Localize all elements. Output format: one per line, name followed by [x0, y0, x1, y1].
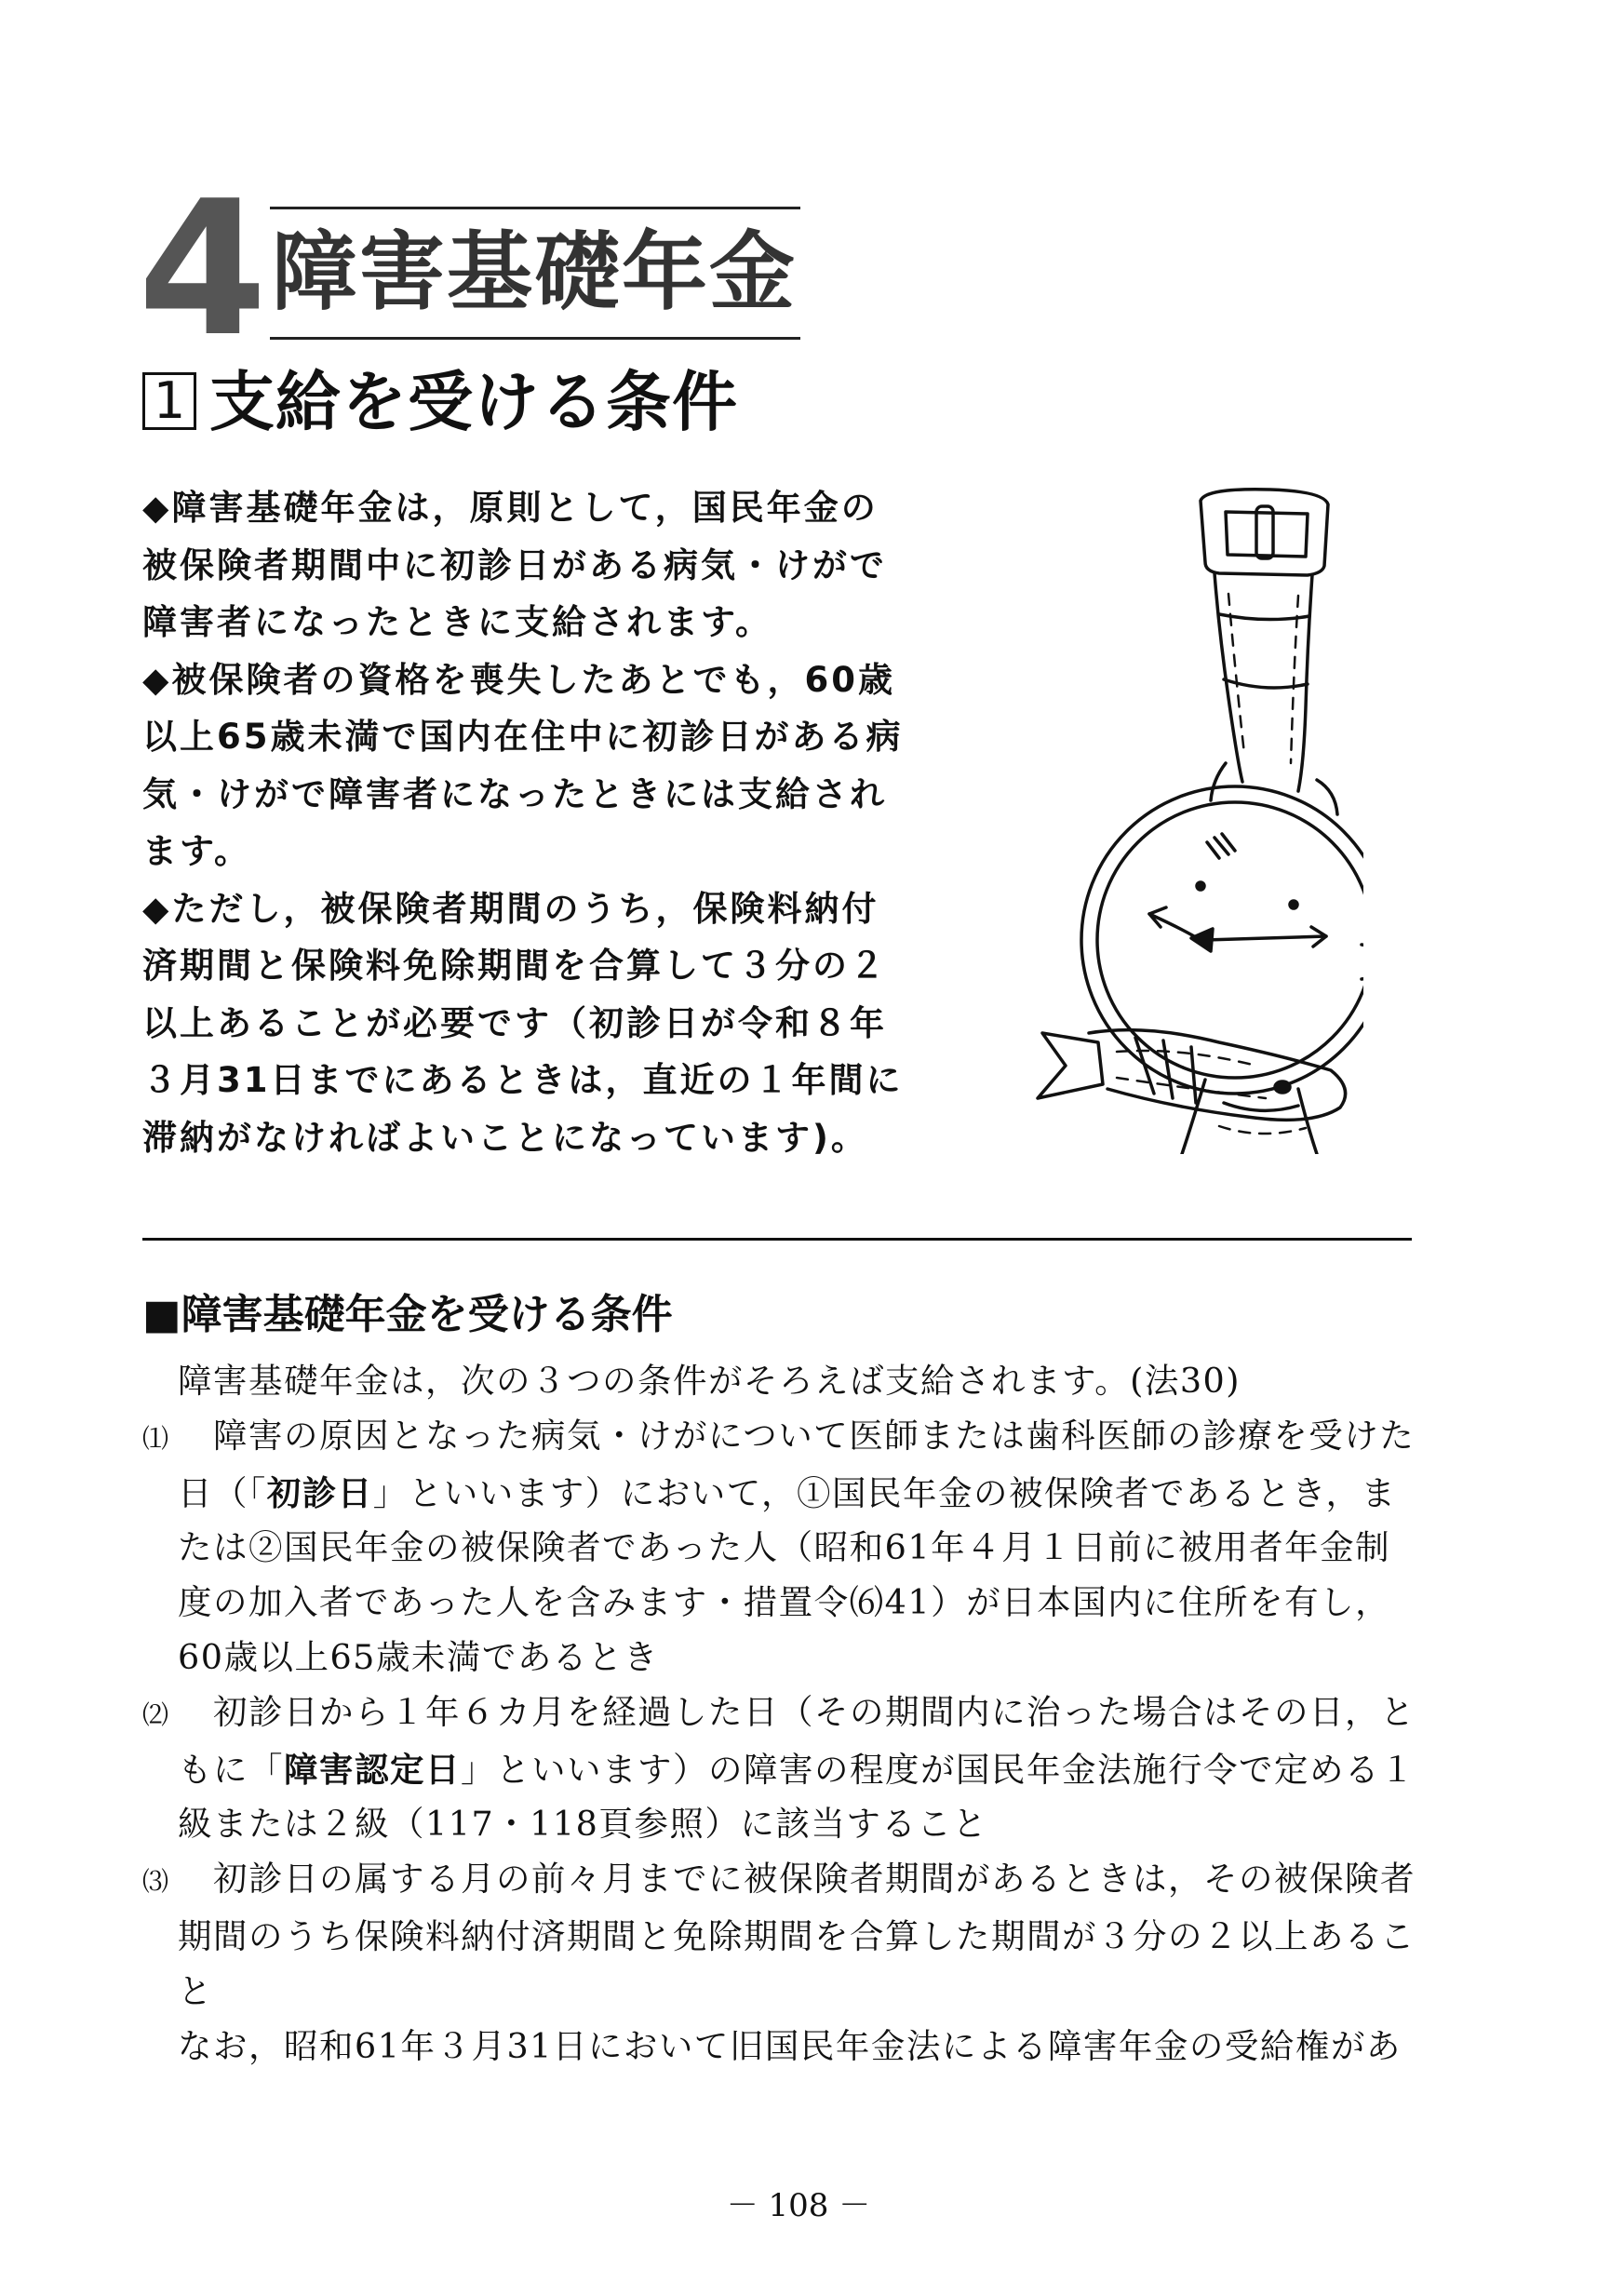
chapter-number: 4: [138, 161, 261, 378]
chapter-rule-top: [270, 207, 800, 209]
item-text: 」といいます）において，①国民年金の被保険者であるとき，または②国民年金の被保険者であった人（昭和61年４月１日前に被用者年金制度の加入者であった人を含みます・措置令⑹41）が日本国内に住所を有し，60歳以上65歳未満であるとき: [178, 1472, 1397, 1677]
item-text: 初診日から１年６カ月を経過した日（その期間内に治った場合はその日，ともに「: [178, 1691, 1416, 1790]
conditions-intro: 障害基礎年金は，次の３つの条件がそろえば支給されます。(法30): [178, 1361, 1241, 1401]
item-mark: ⑴: [142, 1422, 170, 1454]
summary-bullet: ◆障害基礎年金は，原則として，国民年金の被保険者期間中に初診日がある病気・けがで障害者になったときに支給されます。: [142, 488, 887, 642]
summary-bullet: ◆ただし，被保険者期間のうち，保険料納付済期間と保険料免除期間を合算して３分の２以上あることが必要です（初診日が令和８年３月31日までにあるときは，直近の１年間に滞納がなければよいことになっています)。: [142, 888, 904, 1158]
item-mark: ⑵: [142, 1699, 170, 1730]
condition-item: [142, 1685, 1422, 1852]
section-divider: [142, 1238, 1412, 1241]
chapter-title: 障害基礎年金: [272, 222, 798, 322]
item-text: 初診日の属する月の前々月までに被保険者期間があるときは，その被保険者期間のうち保険料納付済期間と免除期間を合算した期間が３分の２以上あること: [178, 1859, 1416, 2011]
condition-item: [142, 1852, 1422, 2019]
item-term: 障害認定日: [284, 1749, 461, 1790]
summary-box: [142, 479, 915, 1166]
summary-bullet: ◆被保険者の資格を喪失したあとでも，60歳以上65歳未満で国内在住中に初診日がある病気・けがで障害者になったときには支給されます。: [142, 659, 904, 871]
item-text: 障害の原因となった病気・けがについて医師または歯科医師の診療を受けた日（「: [178, 1415, 1416, 1513]
section-title: 支給を受ける条件: [209, 364, 738, 440]
item-text: 」といいます）の障害の程度が国民年金法施行令で定める１級または２級（117・118頁参照）に該当すること: [178, 1749, 1416, 1845]
conditions-heading: ■障害基礎年金を受ける条件: [142, 1291, 673, 1338]
conditions-note: なお，昭和61年３月31日において旧国民年金法による障害年金の受給権があ: [178, 2025, 1402, 2066]
item-term: 初診日: [266, 1472, 373, 1513]
condition-item: [142, 1409, 1422, 1685]
conditions-body: [142, 1354, 1422, 2074]
page-number: － 108 －: [726, 2187, 871, 2224]
watch-strap-tail: [1033, 1005, 1359, 1154]
chapter-rule-bottom: [270, 337, 800, 340]
section-number: 1: [142, 372, 196, 430]
item-mark: ⑶: [142, 1866, 170, 1898]
